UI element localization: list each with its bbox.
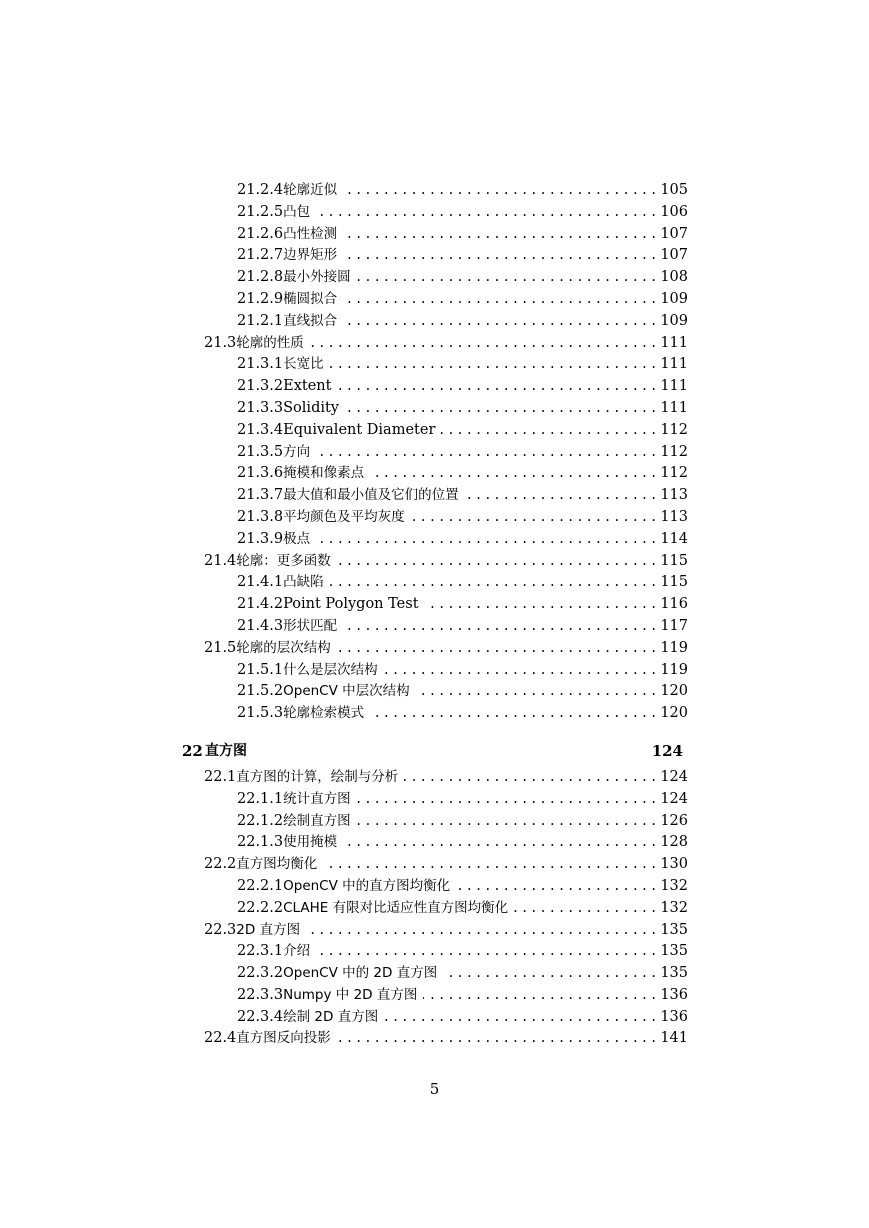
toc-entry-title: CLAHE 有限对比适应性直方图均衡化 (283, 899, 509, 916)
toc-entry-title: 轮廓近似 (283, 182, 338, 198)
toc-subsection-entry[interactable] (0, 485, 869, 507)
toc-entry-line (204, 333, 688, 355)
toc-entry-line (204, 1028, 688, 1050)
toc-entry-line (237, 811, 688, 833)
toc-entry-page: 126 (660, 812, 688, 829)
toc-entry-title: Equivalent Diameter (283, 421, 436, 438)
toc-entry-line (237, 703, 688, 725)
toc-subsection-entry[interactable] (0, 898, 869, 920)
toc-entry-title: 凸性检测 (283, 225, 338, 242)
toc-entry-page: 117 (660, 617, 688, 634)
toc-entry-page: 111 (660, 334, 688, 351)
toc-dot-leader (425, 594, 656, 616)
toc-entry-title: Solidity (283, 399, 340, 416)
toc-entry-number: 21.2.5 (237, 203, 284, 220)
toc-entry-page: 111 (660, 378, 688, 395)
toc-dot-leader (456, 876, 656, 898)
toc-entry-title: Numpy 中 2D 直方图 (283, 986, 418, 1003)
toc-dot-leader (343, 289, 656, 311)
toc-entry-page: 105 (660, 182, 688, 198)
toc-entry-number: 21.5.3 (237, 705, 284, 722)
toc-section-entry[interactable] (0, 638, 869, 660)
toc-subsection-entry[interactable] (0, 681, 869, 703)
toc-section-entry[interactable] (0, 333, 869, 355)
toc-subsection-entry[interactable] (0, 354, 869, 376)
toc-entry-line (237, 529, 688, 551)
toc-subsection-entry[interactable] (0, 616, 869, 638)
toc-dot-leader (343, 224, 656, 246)
toc-entry-line (237, 594, 688, 616)
toc-entry-line (237, 485, 688, 507)
toc-entry-line (237, 245, 688, 267)
toc-dot-leader (343, 311, 656, 333)
toc-entry-number: 22.2.2 (237, 899, 284, 916)
toc-entry-line (237, 616, 688, 638)
toc-entry-page: 111 (660, 399, 688, 416)
toc-subsection-entry[interactable] (0, 180, 869, 202)
toc-entry-page: 130 (660, 856, 688, 873)
toc-dot-leader (443, 963, 656, 985)
toc-dot-leader (330, 354, 656, 376)
toc-dot-leader (384, 1007, 656, 1029)
toc-entry-page: 107 (660, 247, 688, 264)
toc-subsection-entry[interactable] (0, 507, 869, 529)
toc-subsection-entry[interactable] (0, 376, 869, 398)
toc-entry-line (204, 767, 688, 789)
toc-dot-leader (316, 202, 656, 224)
toc-entry-title: 统计直方图 (283, 790, 351, 807)
toc-entry-page: 128 (660, 834, 688, 851)
toc-entry-line (237, 420, 688, 442)
toc-entry-number: 21.2.1 (237, 312, 284, 329)
toc-entry-page: 132 (660, 899, 688, 916)
toc-entry-title: 使用掩模 (283, 834, 338, 851)
page-number: 5 (429, 1080, 440, 1098)
toc-entry-number: 21.3.9 (237, 530, 284, 547)
toc-entry-number: 21.5.2 (237, 683, 284, 700)
toc-entry-title: 介绍 (283, 943, 311, 960)
toc-dot-leader (411, 507, 656, 529)
toc-entry-title: 什么是层次结构 (283, 661, 378, 678)
toc-entry-line (237, 398, 688, 420)
toc-entry-title: OpenCV 中的 2D 直方图 (283, 965, 438, 982)
toc-entry-number: 22.4 (204, 1030, 237, 1047)
toc-dot-leader (316, 529, 656, 551)
toc-dot-leader (316, 941, 656, 963)
toc-entry-title: 绘制直方图 (283, 812, 351, 829)
toc-entry-page: 114 (660, 530, 688, 547)
toc-entry-title: 轮廓的性质 (236, 334, 304, 351)
toc-chapter-entry[interactable] (0, 739, 869, 763)
toc-subsection-entry[interactable] (0, 660, 869, 682)
toc-subsection-entry[interactable] (0, 876, 869, 898)
toc-entry-page: 124 (660, 768, 688, 785)
toc-dot-leader (384, 660, 656, 682)
toc-subsection-entry[interactable] (0, 529, 869, 551)
toc-entry-title: 轮廓的层次结构 (236, 639, 331, 656)
toc-entry-page: 115 (660, 574, 688, 591)
toc-dot-leader (337, 376, 656, 398)
toc-entry-line (237, 442, 688, 464)
toc-entry-page: 112 (660, 443, 688, 460)
toc-entry-line (237, 180, 688, 202)
toc-dot-leader (357, 811, 656, 833)
toc-entry-number: 22.2 (204, 856, 237, 873)
toc-entry-number: 21.5 (204, 639, 237, 656)
toc-entry-page: 119 (660, 639, 688, 656)
toc-entry-number: 21.3.1 (237, 356, 284, 373)
toc-entry-page: 119 (660, 661, 688, 678)
toc-entry-line (237, 572, 688, 594)
toc-subsection-entry[interactable] (0, 985, 869, 1007)
toc-subsection-entry[interactable] (0, 594, 869, 616)
toc-entry-number: 22.1 (204, 768, 237, 785)
toc-subsection-entry[interactable] (0, 442, 869, 464)
toc-entry-line (237, 681, 688, 703)
toc-entry-page: 107 (660, 225, 688, 242)
toc-entry-title: 最大值和最小值及它们的位置 (283, 487, 459, 504)
toc-subsection-entry[interactable] (0, 202, 869, 224)
toc-entry-line (237, 376, 688, 398)
toc-section-entry[interactable] (0, 767, 869, 789)
toc-dot-leader (441, 420, 656, 442)
toc-entry-page: 124 (660, 790, 688, 807)
toc-entry-line (237, 224, 688, 246)
toc-subsection-entry[interactable] (0, 267, 869, 289)
toc-entry-title: 长宽比 (283, 356, 324, 373)
toc-dot-leader (416, 681, 656, 703)
toc-entry-line (204, 854, 688, 876)
toc-entry-title: 轮廓：更多函数 (236, 552, 331, 569)
toc-entry-number: 22.2.1 (237, 877, 284, 894)
toc-dot-leader (465, 485, 656, 507)
toc-entry-number: 21.5.1 (237, 661, 284, 678)
toc-dot-leader (370, 463, 656, 485)
toc-entry-page: 136 (660, 1008, 688, 1025)
toc-entry-number: 21.4.1 (237, 574, 284, 591)
toc-entry-page: 135 (660, 921, 688, 938)
toc-entry-title: 2D 直方图 (236, 921, 301, 938)
toc-entry-line (237, 985, 688, 1007)
toc-entry-number: 22.3 (204, 921, 237, 938)
toc-entry-title: 凸包 (283, 203, 311, 220)
toc-dot-leader (316, 442, 656, 464)
toc-entry-title: 平均颜色及平均灰度 (283, 508, 405, 525)
toc-entry-number: 21.2.9 (237, 290, 284, 307)
toc-subsection-entry[interactable] (0, 224, 869, 246)
chapter-number: 22 (182, 741, 203, 760)
toc-entry-page: 106 (660, 203, 688, 220)
toc-subsection-entry[interactable] (0, 811, 869, 833)
toc-entry-line (237, 267, 688, 289)
toc-dot-leader (514, 898, 656, 920)
toc-entry-line (204, 638, 688, 660)
toc-subsection-entry[interactable] (0, 703, 869, 725)
toc-entry-number: 21.2.6 (237, 225, 284, 242)
toc-entry-line (237, 963, 688, 985)
toc-entry-title: 边界矩形 (283, 247, 338, 264)
toc-entry-line (237, 1007, 688, 1029)
toc-dot-leader (423, 985, 656, 1007)
toc-entry-line (237, 876, 688, 898)
toc-entry-page: 120 (660, 705, 688, 722)
toc-entry-title: 椭圆拟合 (283, 290, 338, 307)
toc-section-entry[interactable] (0, 1028, 869, 1050)
toc-entry-number: 21.2.8 (237, 269, 284, 286)
toc-entry-page: 109 (660, 312, 688, 329)
toc-subsection-entry[interactable] (0, 289, 869, 311)
toc-entry-page: 116 (660, 596, 688, 613)
toc-entry-page: 112 (660, 421, 688, 438)
toc-dot-leader (343, 616, 656, 638)
toc-entry-page: 136 (660, 986, 688, 1003)
toc-entry-line (237, 289, 688, 311)
toc-dot-leader (337, 551, 656, 573)
toc-entry-number: 21.3.5 (237, 443, 284, 460)
toc-dot-leader (330, 572, 656, 594)
toc-entry-line (237, 941, 688, 963)
toc-dot-leader (343, 180, 656, 202)
chapter-page: 124 (651, 741, 683, 760)
toc-entry-page: 113 (660, 487, 688, 504)
toc-entry-page: 135 (660, 965, 688, 982)
toc-entry-title: 掩模和像素点 (283, 465, 365, 482)
toc-entry-number: 22.3.2 (237, 965, 284, 982)
toc-subsection-entry[interactable] (0, 963, 869, 985)
toc-entry-number: 21.2.7 (237, 247, 284, 264)
toc-entry-title: 绘制 2D 直方图 (283, 1008, 379, 1025)
toc-entry-page: 108 (660, 269, 688, 286)
toc-dot-leader (337, 1028, 656, 1050)
toc-entry-page: 120 (660, 683, 688, 700)
toc-entry-number: 22.1.1 (237, 790, 284, 807)
toc-subsection-entry[interactable] (0, 311, 869, 333)
toc-dot-leader (370, 703, 656, 725)
toc-entry-page: 135 (660, 943, 688, 960)
toc-entry-page: 113 (660, 508, 688, 525)
toc-entry-title: 极点 (283, 530, 311, 547)
toc-entry-number: 22.3.1 (237, 943, 284, 960)
toc-dot-leader (345, 398, 656, 420)
toc-entry-title: 形状匹配 (283, 617, 338, 634)
toc-dot-leader (343, 832, 656, 854)
toc-entry-title: 直方图的计算，绘制与分析 (236, 768, 399, 785)
toc-dot-leader (337, 638, 656, 660)
toc-entry-number: 21.4.2 (237, 596, 284, 613)
toc-entry-title: 凸缺陷 (283, 574, 324, 591)
toc-subsection-entry[interactable] (0, 463, 869, 485)
toc-entry-line (237, 354, 688, 376)
toc-dot-leader (343, 245, 656, 267)
toc-entry-line (237, 202, 688, 224)
toc-subsection-entry[interactable] (0, 941, 869, 963)
toc-section-entry[interactable] (0, 854, 869, 876)
toc-entry-line (237, 832, 688, 854)
toc-entry-number: 22.3.4 (237, 1008, 284, 1025)
toc-entry-title: 直线拟合 (283, 312, 338, 329)
toc-entry-line (237, 898, 688, 920)
toc-entry-number: 21.3.2 (237, 378, 284, 395)
toc-entry-line (237, 311, 688, 333)
toc-entry-page: 112 (660, 465, 688, 482)
toc-entry-line (237, 507, 688, 529)
toc-entry-number: 21.3.6 (237, 465, 284, 482)
toc-entry-line (204, 920, 688, 942)
table-of-contents (0, 180, 869, 1050)
toc-entry-page: 109 (660, 290, 688, 307)
toc-entry-number: 21.2.4 (237, 182, 284, 198)
toc-entry-number: 22.1.3 (237, 834, 284, 851)
toc-entry-line (237, 660, 688, 682)
toc-entry-title: OpenCV 中层次结构 (283, 683, 410, 700)
toc-dot-leader (306, 920, 656, 942)
toc-entry-title: 轮廓检索模式 (283, 705, 365, 722)
toc-entry-title: Extent (283, 378, 332, 395)
toc-entry-line (237, 463, 688, 485)
toc-section-entry[interactable] (0, 920, 869, 942)
toc-entry-title: 最小外接圆 (283, 269, 351, 286)
toc-entry-page: 141 (660, 1030, 688, 1047)
toc-entry-line (204, 551, 688, 573)
toc-entry-number: 21.3.3 (237, 399, 284, 416)
toc-entry-page: 132 (660, 877, 688, 894)
toc-entry-number: 21.3.8 (237, 508, 284, 525)
toc-dot-leader (357, 789, 656, 811)
toc-entry-number: 21.4.3 (237, 617, 284, 634)
chapter-title: 直方图 (205, 742, 247, 759)
toc-dot-leader (323, 854, 656, 876)
toc-dot-leader (404, 767, 656, 789)
toc-dot-leader (357, 267, 656, 289)
toc-group-chapter-22 (0, 767, 869, 1050)
toc-entry-title: 直方图反向投影 (236, 1030, 331, 1047)
toc-subsection-entry[interactable] (0, 832, 869, 854)
toc-entry-number: 21.3.4 (237, 421, 284, 438)
toc-entry-page: 111 (660, 356, 688, 373)
toc-entry-title: Point Polygon Test (283, 596, 419, 613)
toc-entry-number: 21.3 (204, 334, 237, 351)
toc-entry-title: OpenCV 中的直方图均衡化 (283, 877, 451, 894)
toc-entry-page: 115 (660, 552, 688, 569)
toc-entry-number: 21.4 (204, 552, 237, 569)
toc-entry-title: 直方图均衡化 (236, 856, 318, 873)
toc-entry-line (237, 789, 688, 811)
toc-dot-leader (310, 333, 656, 355)
toc-entry-number: 22.1.2 (237, 812, 284, 829)
toc-entry-number: 22.3.3 (237, 986, 284, 1003)
toc-subsection-entry[interactable] (0, 789, 869, 811)
toc-subsection-entry[interactable] (0, 420, 869, 442)
toc-subsection-entry[interactable] (0, 572, 869, 594)
toc-subsection-entry[interactable] (0, 1007, 869, 1029)
toc-subsection-entry[interactable] (0, 398, 869, 420)
toc-section-entry[interactable] (0, 551, 869, 573)
toc-entry-title: 方向 (283, 443, 311, 460)
toc-group-chapter-21 (0, 180, 869, 725)
toc-subsection-entry[interactable] (0, 245, 869, 267)
toc-entry-number: 21.3.7 (237, 487, 284, 504)
